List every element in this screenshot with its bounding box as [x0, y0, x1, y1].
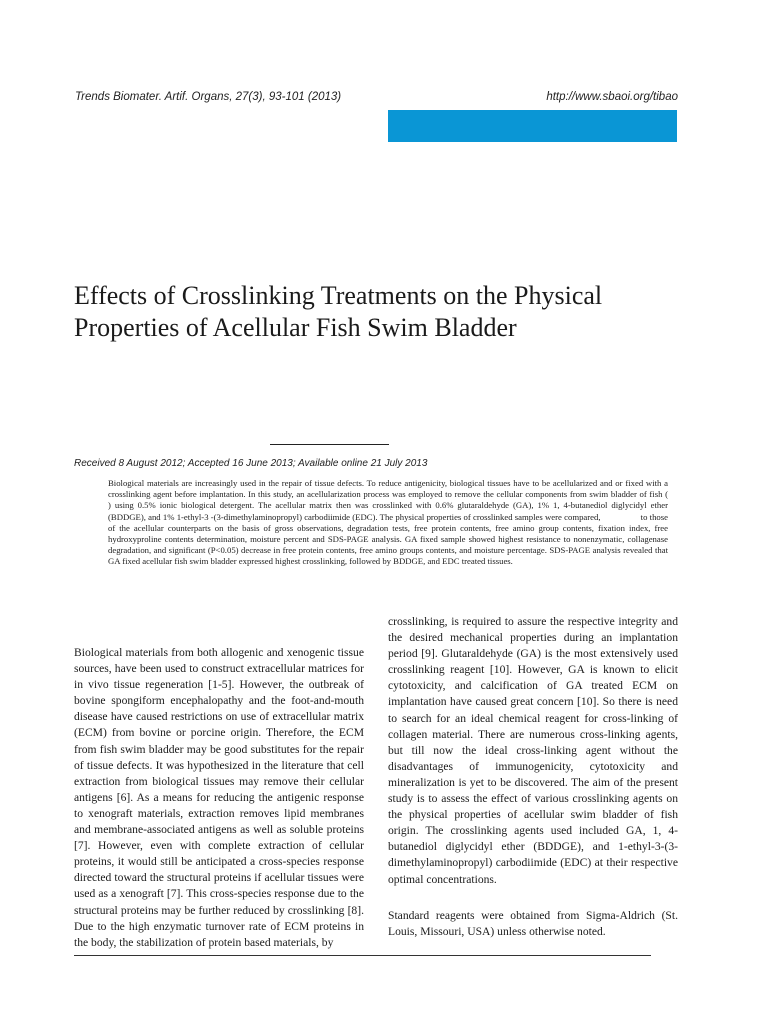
- footer-divider: [74, 955, 651, 956]
- received-dates: Received 8 August 2012; Accepted 16 June 2013; Available online 21 July 2013: [74, 458, 428, 469]
- body-left-column: Biological materials from both allogenic and xenogenic tissue sources, have been used to construct extracellular matrices for in vivo tissue regeneration [1-5]. However, the outbreak of bovine spongiform encephalopathy and the foot-and-mouth disease have caused restrictions on use of extracellular matrix (ECM) from bovine or porcine origin. Therefore, the ECM from fish swim bladder may be good substitutes for the repair of tissue defects. It was hypothesized in the literature that cell extraction from biological tissues may remove their cellular antigens [6]. As a means for reducing the antigenic response to xenograft materials, extraction removes lipid membranes and membrane-associated antigens as well as soluble proteins [7]. However, even with complete extraction of cellular proteins, it would still be anticipated a cross-species response directed toward the structural proteins if acellular tissues were used as a xenograft [7]. This cross-species response due to the structural proteins may be further reduced by crosslinking [8]. Due to the high enzymatic turnover rate of ECM proteins in the body, the stabilization of protein based materials, by: [74, 646, 364, 949]
- author-divider: [270, 444, 389, 445]
- body-right-column-methods: Standard reagents were obtained from Sigma-Aldrich (St. Louis, Missouri, USA) unless otherwise noted.: [388, 909, 678, 939]
- abstract: Biological materials are increasingly used in the repair of tissue defects. To reduce antigenicity, biological tissues have to be acellularized and or fixed with a crosslinking agent before implantation. In this study, an acellularization process was employed to remove the cellular components from swim bladder of fish ( ) using 0.5% ionic biological detergent. The acellular matrix then was crosslinked with 0.6% glutaraldehyde (GA), 1% 1, 4-butanediol diglycidyl ether (BDDGE), and 1% 1-ethyl-3 -(3-dimethylaminopropyl) carbodiimide (EDC). The physical properties of crosslinked samples were compared, to those of the acellular counterparts on the basis of gross observations, degradation tests, free protein contents, free amino group contents, fixation index, free hydroxyproline contents determination, moisture percent and SDS-PAGE analysis. GA fixed sample showed highest resistance to nonenzymatic, collagenase degradation, and significant (P<0.05) decrease in free protein contents, free amino groups contents, and moisture percentage. SDS-PAGE analysis revealed that GA fixed acellular fish swim bladder expressed highest crosslinking, followed by BDDGE, and EDC treated tissues.: [108, 478, 712, 567]
- journal-url[interactable]: http://www.sbaoi.org/tibao: [546, 91, 678, 103]
- header-color-bar: [388, 110, 677, 142]
- article-title: Effects of Crosslinking Treatments on the Physical Properties of Acellular Fish Swim Bladder: [74, 281, 603, 342]
- journal-citation: Trends Biomater. Artif. Organs, 27(3), 93-101 (2013): [75, 91, 342, 103]
- body-right-column-intro: crosslinking, is required to assure the respective integrity and the desired mechanical properties during an implantation period [9]. Glutaraldehyde (GA) is the most extensively used crosslinking reagent [10]. However, GA is known to elicit cytotoxicity, and calcification of GA treated ECM on implantation have caused great concern [10]. So there is need to search for an ideal chemical reagent for cross-linking of collagen material. There are numerous cross-linking agents, but till now the ideal cross-linking agent without the disadvantages of immunogenicity, cytotoxicity and mineralization is yet to be discovered. The aim of the present study is to assess the effect of various crosslinking agents on the physical properties of acellular swim bladder of fish origin. The crosslinking agents used included GA, 1, 4-butanediol diglycidyl ether (BDDGE), and 1-ethyl-3-(3-dimethylaminopropyl) carbodiimide (EDC) at their respective optimal concentrations.: [388, 615, 678, 886]
